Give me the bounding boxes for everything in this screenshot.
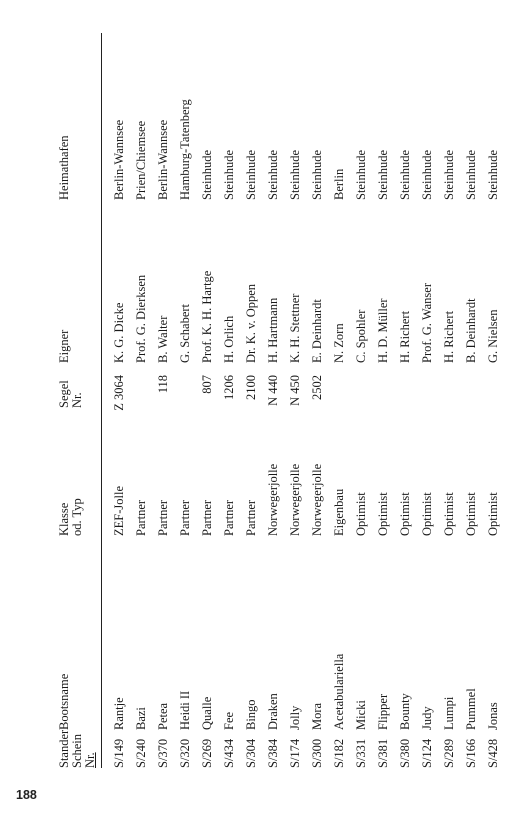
stander-nr: S/434 [222,738,236,768]
stander-nr: S/380 [398,738,412,768]
owner: E. Deinhardt [310,299,324,363]
owner: H. Orlich [222,315,236,363]
boat-class: Norwegerjolle [310,463,324,536]
owner: Prof. G. Dierksen [134,274,148,363]
boat-class: Partner [200,499,214,536]
boat-name: Lumpi [442,696,456,730]
stander-nr: S/124 [420,738,434,768]
owner: H. Hartmann [266,297,280,363]
stander-nr: S/174 [288,738,302,768]
boat-name: Pummel [464,688,478,730]
owner: K. H. Stettner [288,293,302,363]
owner: H. Richert [398,310,412,363]
header-stander-line-1: Stander [57,729,71,768]
home-port: Steinhude [420,150,434,200]
boat-name: Bingo [244,699,258,730]
header-bootsname [58,674,71,730]
stander-nr: S/428 [486,738,500,768]
sail-number: Z 3064 [112,375,126,411]
stander-nr: S/331 [354,738,368,768]
boat-class: Partner [156,499,170,536]
table-row [286,33,308,768]
boat-name: Petea [156,702,170,730]
stander-nr: S/320 [178,738,192,768]
table-row [154,33,176,768]
owner: H. D. Müller [376,298,390,363]
table-row [330,33,352,768]
sail-number: N 440 [266,375,280,406]
table-row [352,33,374,768]
boat-name: Micki [354,700,368,730]
boat-name: Qualle [200,696,214,730]
home-port: Steinhude [288,150,302,200]
table-row [176,33,198,768]
home-port: Steinhude [354,150,368,200]
header-segel-line-2: Nr. [70,392,84,408]
header-segel-line-1: Segel [57,380,71,408]
home-port: Steinhude [376,150,390,200]
table-row [374,33,396,768]
boat-name: Flipper [376,693,390,730]
sail-number: 2502 [310,375,324,400]
stander-nr: S/149 [112,738,126,768]
boat-class: Optimist [442,492,456,536]
sail-number: N 450 [288,375,302,406]
home-port: Steinhude [266,150,280,200]
boat-name: Fee [222,711,236,730]
stander-nr: S/370 [156,738,170,768]
header-klasse-line-2: od. Typ [70,498,84,536]
stander-nr: S/384 [266,738,280,768]
sail-number: 1206 [222,375,236,400]
home-port: Steinhude [244,150,258,200]
owner: K. G. Dicke [112,302,126,363]
home-port: Steinhude [486,150,500,200]
owner: B. Deinhardt [464,298,478,363]
header-stander-line-3: Nr. [83,752,97,768]
boat-class: Norwegerjolle [266,463,280,536]
boat-class: Eigenbau [332,488,346,536]
boat-class: Partner [134,499,148,536]
home-port: Steinhude [200,150,214,200]
boat-class: Optimist [376,492,390,536]
table-row [242,33,264,768]
stander-nr: S/289 [442,738,456,768]
header-eigner [58,330,71,363]
table-row [198,33,220,768]
boat-class: Partner [178,499,192,536]
header-segel-nr [58,380,84,408]
boat-class: Partner [222,499,236,536]
header-klasse-line-1: Klasse [57,502,71,536]
table-row [418,33,440,768]
boat-class: Partner [244,499,258,536]
owner: B. Walter [156,315,170,363]
table-row [220,33,242,768]
home-port: Steinhude [310,150,324,200]
boat-class: ZEF-Jolle [112,486,126,536]
header-klasse [58,498,84,536]
owner: H. Richert [442,310,456,363]
header-stander-line-2: Schein [70,733,84,768]
stander-nr: S/381 [376,738,390,768]
header-eigner-label: Eigner [57,329,71,363]
boat-class: Optimist [398,492,412,536]
boat-name: Bazi [134,707,148,730]
stander-nr: S/304 [244,738,258,768]
boat-class: Norwegerjolle [288,463,302,536]
home-port: Steinhude [442,150,456,200]
home-port: Steinhude [464,150,478,200]
table-row [110,33,132,768]
header-bootsname-label: Bootsname [57,673,71,730]
sail-number: 2100 [244,375,258,400]
owner: Prof. G. Wanser [420,283,434,363]
table-row [308,33,330,768]
stander-nr: S/182 [332,738,346,768]
stander-nr: S/300 [310,738,324,768]
home-port: Prien/Chiemsee [134,120,148,200]
boat-name: Rantje [112,697,126,730]
boat-name: Jonas [486,702,500,730]
page-number: 188 [16,788,37,802]
stander-nr: S/269 [200,738,214,768]
table-row [462,33,484,768]
owner: Dr. K. v. Oppen [244,283,258,363]
header-stander-schein [58,730,97,768]
table-row [132,33,154,768]
owner: G. Nielsen [486,309,500,363]
boat-name: Mora [310,702,324,730]
home-port: Berlin [332,168,346,200]
table-row [264,33,286,768]
boat-name: Draken [266,693,280,730]
boat-name: Acetabulariella [332,653,346,730]
table-row [396,33,418,768]
table-row [440,33,462,768]
home-port: Berlin-Wannsee [156,119,170,200]
table-row [484,33,506,768]
home-port: Berlin-Wannsee [112,119,126,200]
home-port: Hamburg-Tatenberg [178,99,192,200]
header-heimathafen-label: Heimathafen [57,135,71,200]
owner: N. Zorn [332,323,346,363]
boat-class: Optimist [354,492,368,536]
boat-class: Optimist [420,492,434,536]
sail-number: 118 [156,375,170,394]
stander-nr: S/240 [134,738,148,768]
boat-name: Bounty [398,693,412,730]
boat-class: Optimist [486,492,500,536]
header-rule [101,33,102,768]
header-heimathafen [58,135,71,200]
boat-name: Jolly [288,705,302,730]
boat-class: Optimist [464,492,478,536]
home-port: Steinhude [222,150,236,200]
owner: Prof. K. H. Hartge [200,270,214,363]
owner: G. Schabert [178,303,192,363]
sail-number: 807 [200,375,214,394]
rotated-boat-table [58,33,498,768]
stander-nr: S/166 [464,738,478,768]
owner: C. Spohler [354,309,368,363]
boat-name: Judy [420,706,434,730]
home-port: Steinhude [398,150,412,200]
boat-name: Heidi II [178,690,192,730]
